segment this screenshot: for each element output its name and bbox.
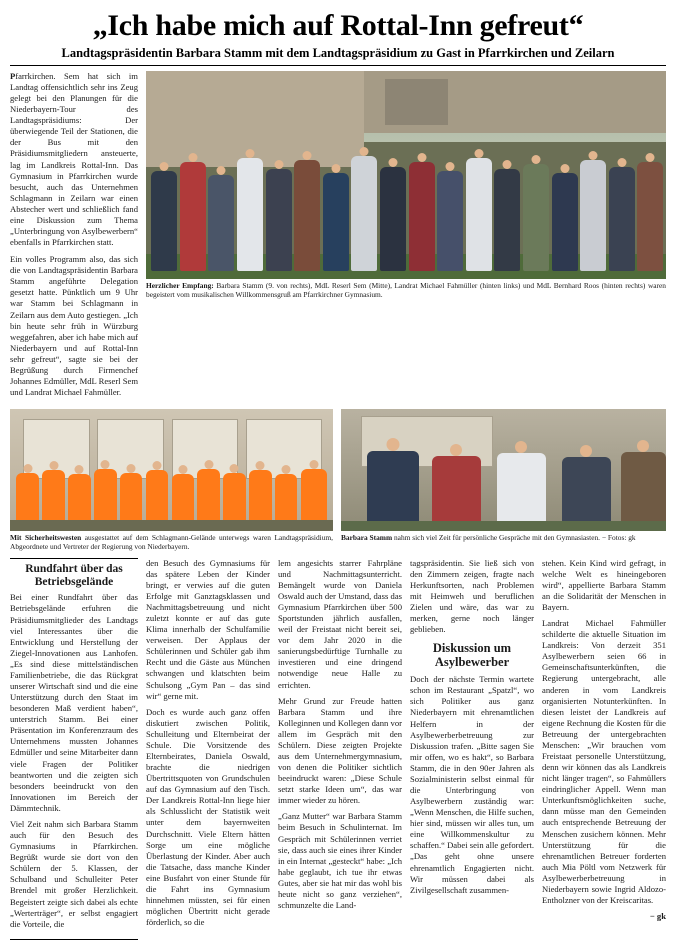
mid-right-caption-lead: Barbara Stamm bbox=[341, 533, 393, 543]
body-3-paragraph-1: tagspräsidentin. Sie ließ sich von den Zimmern zeigen, fragte nach Herkunftsorten, nach Problemen mit Heimweh und beruflichen Zielen und wäre, das war zu merken, gerne noch länger geblieben. bbox=[410, 557, 534, 635]
author-signature: − gk bbox=[649, 911, 666, 922]
body-column-4 bbox=[542, 558, 666, 940]
body-column-2 bbox=[278, 558, 402, 940]
mid-left-caption-lead: Mit Sicherheitswesten bbox=[10, 533, 82, 543]
body-column-1 bbox=[146, 558, 270, 940]
body-3-paragraph-2: Doch der nächste Termin wartete schon im Restaurant „Spatzl“, wo sich Politiker aus ganz Niederbayern mit ehrenamtlichen Helfern in der Asylbewerberbetreuung zur Diskussion trafen. „Bitte sagen Sie mir offen, wo es hakt“, so Barbara Stamm, die in den 90er Jahren als Sozialministerin selbst einmal für die Unterbringung von Asylbewerbern zuständig war: „Wenn Menschen, die Hilfe suchen, hier sind, müssen wir alles tun, um eine Willkommenskultur zu schaffen.“ Dabei sein alle gefordert. „Das geht ohne unsere ehrenamtlich Engagierten nicht. Wir müssen dabei als Zivilgesellschaft zusammen- bbox=[410, 674, 534, 895]
page-headline: „Ich habe mich auf Rottal-Inn gefreut“ bbox=[92, 9, 584, 42]
lead-column bbox=[10, 71, 138, 404]
sidebar-box-title: Rundfahrt über das Betriebsgelände bbox=[25, 562, 123, 588]
body-2-paragraph-3: „Ganz Mutter“ war Barbara Stamm beim Besuch in Schulinternat. Im Gespräch mit Schülerinnen verriet sie, dass auch sie eines ihrer Kinder in ein Internat „gesteckt“ habe: „Ich habe geglaubt, ich tue ihr etwas Gutes, aber sie hat mir das wohl bis heute nicht so ganz verziehen“, schmunzelte die Land- bbox=[278, 811, 402, 910]
top-block bbox=[10, 71, 666, 404]
main-photo-caption-lead: Herzlicher Empfang: bbox=[146, 280, 214, 290]
main-photo-block bbox=[146, 71, 666, 300]
header-divider bbox=[10, 65, 666, 66]
main-photo-caption-text: Barbara Stamm (9. von rechts), MdL Reserl Sem (Mitte), Landrat Michael Fahmüller (hinten links) und MdL Bernhard Roos (hinten rechts) waren begeistert vom musikalischen Willkommensgruß am Pfarrkirchner Gymnasium. bbox=[146, 280, 666, 300]
lead-paragraph-1: Pfarrkirchen. Sem hat sich im Landtag offensichtlich sehr ins Zeug gelegt bei den Planungen für die Niederbayern-Tour des Landtagspräsidiums: Der überwiegende Teil der Stationen, die der Bus mit den Präsidiumsmitgliedern ansteuerte, lag im Landkreis Rottal-Inn. Das Gymnasium in Pfarrkirchen wurde besucht, auch das Unternehmen Schlagmann in Zeilarn war einen Abstecher wert und schließlich fand eine Diskussion zum Thema „Unterbringung von Asylbewerbern“ ebenfalls in Pfarrkirchen statt. bbox=[10, 70, 138, 248]
body-1-paragraph-2: Doch es wurde auch ganz offen diskutiert zwischen Politik, Schulleitung und Elternbeirat der Schule. Die Vorsitzende des Elternbeirates, Daniela Oswald, brachte die niedrigen Übertrittsquoten von Grundschulen auf das Gymnasium auf den Tisch. Der Landkreis Rottal-Inn liege hier als Schlusslicht der Statistik weit unter dem bayernweiten Durchschnitt. Viele Eltern hätten Sorge um eine mögliche Überlastung der Kinder. Aber auch die Tatsache, dass manche Kinder eine Busfahrt von einer Stunde für die Fahrt ins Gymnasium hinnehmen müssten, sei für einen möglichen Übertritt nicht gerade förderlich, so die bbox=[146, 706, 270, 928]
body-4-paragraph-2: Landrat Michael Fahmüller schilderte die aktuelle Situation im Landkreis: Von derzeit 351 Asylbewerbern seien 66 in Gemeinschaftsunterkünften, die Regierung untergebracht, alle anderen in vom Landkreis organisierten Notunterkünften. In diesen leistet der Landkreis auf eigene Rechnung die Kosten für die Betreuung der untergebrachten Menschen: „Wir brauchen vom Freistaat personelle Unterstützung, denn wir können das als Landkreis nicht länger tragen“, so Fahmüllers eindringlicher Appell. Wenn man Unterkunftsmöglichkeiten suche, dann müsse man den Gemeinden auch entsprechende Betreuung der Menschen zusichern können. Mehr Unterstützung für die ehrenamtlichen Betreuer forderten auch Mia Pöltl vom Netzwerk für Asylbewerberbetreuung in Niederbayern sowie Ingrid Aldozo-Entholzner von der Kreiscaritas. bbox=[542, 618, 666, 905]
lower-text-block bbox=[10, 558, 666, 940]
section-2-title: Diskussion um Asylbewerber bbox=[432, 641, 512, 670]
sidebar-box-paragraph-2: Viel Zeit nahm sich Barbara Stamm auch für den Besuch des Gymnasiums in Pfarrkirchen. Begrüßt wurde sie dort von den Schülern der 5. Klassen, der Schulband und Schulleiter Peter Brendel mit großer Herzlichkeit. Begeistert zeigte sich dabei als echte „Werterträger“, er selbst engagiert die Vorteile, die bbox=[10, 818, 138, 929]
body-2-paragraph-1: lem angesichts starrer Fahrpläne und Nachmittagsunterricht. Bemängelt wurde von Daniela Oswald auch der Umstand, dass das Gymnasium Pfarrkirchen über 500 Sportstunden jährlich ausfallen, weil der Freistaat nicht bereit sei, vor dem Jahr 2020 in die sanierungsbedürftige Turnhalle zu investieren und eine dringend notwendige neue Halle zu errichten. bbox=[278, 557, 402, 690]
body-2-paragraph-2: Mehr Grund zur Freude hatten Barbara Stamm und ihre Kolleginnen und Kollegen dann vor allem im Gespräch mit den Schülern. Diese zeigten Projekte aus dem Unternehmergymnasium, von denen die Politiker sichtlich beeindruckt waren: „Diese Schule setzt starke Ideen um“, das war immer wieder zu hören. bbox=[278, 695, 402, 806]
body-4-paragraph-1: stehen. Kein Kind wird gefragt, in welche Welt es hineingeboren wird“, appellierte Barbara Stamm an die Solidarität der Menschen in Bayern. bbox=[542, 557, 666, 612]
page-subheadline: Landtagspräsidentin Barbara Stamm mit dem Landtagspräsidium zu Gast in Pfarrkirchen und Zeilarn bbox=[61, 45, 615, 60]
mid-left-caption bbox=[10, 533, 333, 552]
mid-left-photo bbox=[10, 409, 333, 531]
sidebar-box bbox=[10, 558, 138, 940]
mid-right-photo-block bbox=[341, 409, 666, 552]
body-1-paragraph-1: den Besuch des Gymnasiums für das spätere Leben der Kinder bringt, er verwies auf die guten Erfolge mit Ganztagsklassen und Nachmittagsbetreuung und nicht zuletzt konnte er auf das gute Klima innerhalb der Schulfamilie verweisen. Der Applaus der Schülerinnen und Schüler gab ihm Recht und die Gäste aus München schwangen und klatschten beim Schulsong „Gym Pan – das sind wir“ gerne mit. bbox=[146, 557, 270, 701]
body-column-3 bbox=[410, 558, 534, 940]
mid-right-caption-text: nahm sich viel Zeit für persönliche Gespräche mit den Gymnasiasten. − Fotos: gk bbox=[392, 533, 636, 543]
mid-left-caption-text: ausgestattet auf dem Schlagmann-Gelände unterwegs waren Landtagspräsidium, Abgeordnete und Vertreter der Regierung von Niederbayern. bbox=[10, 533, 333, 552]
main-photo bbox=[146, 71, 666, 279]
sidebar-box-paragraph-1: Bei einer Rundfahrt über das Betriebsgelände erfuhren die Präsidiumsmitglieder des Landtags viel Interessantes über die Entwicklung und Herstellung der Ziegel-Innovationen aus Lanhofen. „Es sind diese mittelständischen Familienbetriebe, die das Rückgrat unserer Wirtschaft sind und die eine Unterstützung durch den Staat im besonderen Maß verdient haben“, unterstrich Stamm. Bei einer Präsentation im Konferenzraum des Unternehmens mussten Johannes Edmüller und seine Mitarbeiter dann viele Fragen der Politiker beantworten und die zeigten sich besonders beeindruckt von den Innovationen im Bereich der Dämmtechnik. bbox=[10, 592, 138, 813]
lead-paragraph-2: Ein volles Programm also, das sich die von Landtagspräsidentin Barbara Stamm angeführte Delegation gesetzt hatte. Pünktlich um 9 Uhr war Stamm bei Schlagmann in Zeilarn aus dem Auto gestiegen. „Ich bin heute sehr früh in Würzburg weggefahren, aber ich habe mich auf Niederbayern und auf Rottal-Inn sehr gefreut“, sagte sie bei der Begrüßung durch Firmenchef Johannes Edmüller, MdL Reserl Sem und Landrat Michael Fahmüller. bbox=[10, 254, 138, 398]
mid-right-photo bbox=[341, 409, 666, 531]
main-photo-caption bbox=[146, 281, 666, 300]
middle-photo-block bbox=[10, 409, 666, 552]
mid-right-caption bbox=[341, 533, 666, 542]
sidebar-box-column bbox=[10, 558, 138, 940]
mid-left-photo-block bbox=[10, 409, 333, 552]
